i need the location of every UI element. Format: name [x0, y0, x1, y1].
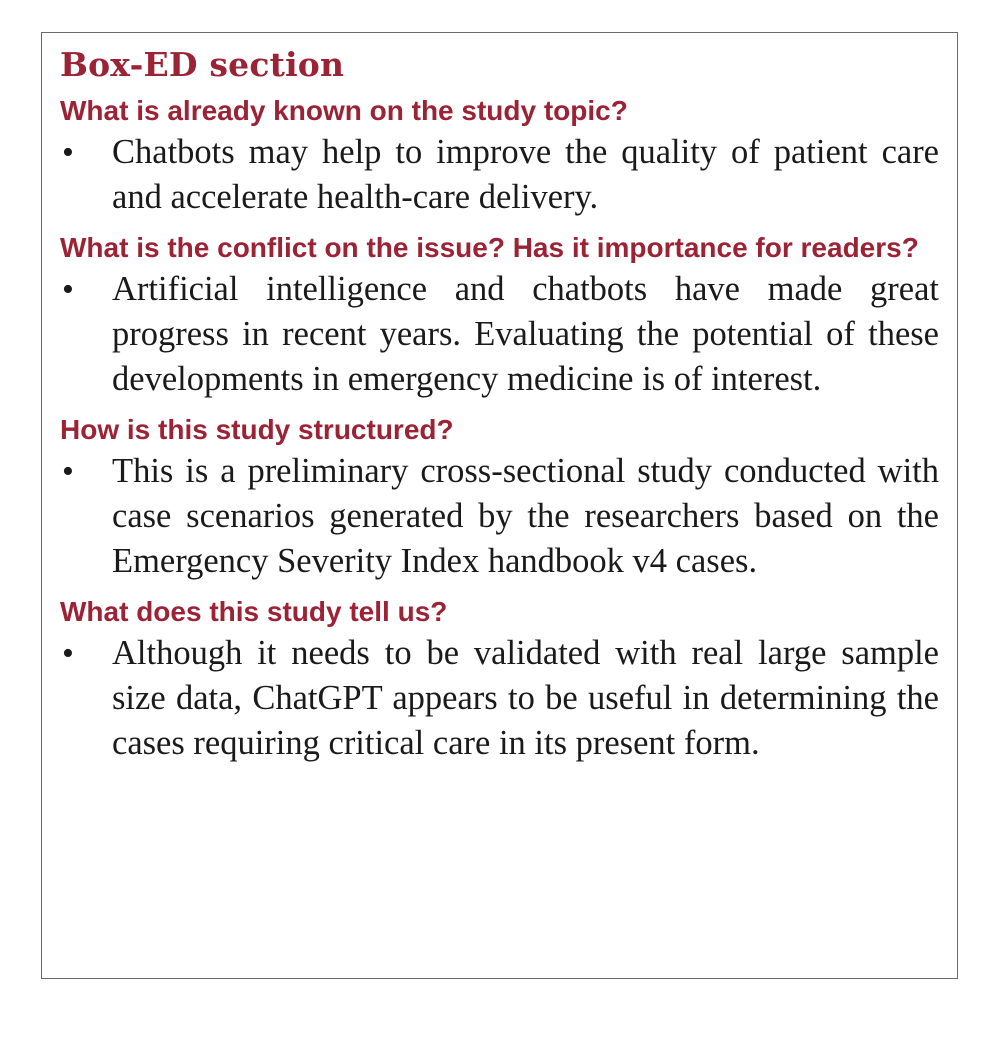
bullet-text: This is a preliminary cross-sectional study conducted with case scenarios generated by the researchers based on the Emergency Severity Index handbook v4 cases. — [112, 451, 939, 580]
bullet-dot-icon: • — [62, 133, 74, 171]
bullet-item — [60, 449, 939, 584]
section-structure — [60, 410, 939, 584]
section-heading: How is this study structured? — [60, 413, 454, 445]
section-heading: What does this study tell us? — [60, 595, 448, 627]
box-ed-panel — [41, 32, 958, 979]
bullet-item — [60, 631, 939, 766]
section-heading: What is the conflict on the issue? Has it importance for readers? — [60, 231, 919, 263]
bullet-dot-icon: • — [62, 634, 74, 672]
section-findings — [60, 592, 939, 766]
bullet-dot-icon: • — [62, 270, 74, 308]
section-conflict — [60, 228, 939, 402]
section-known — [60, 91, 939, 220]
bullet-item — [60, 130, 939, 220]
bullet-text: Although it needs to be validated with real large sample size data, ChatGPT appears to be useful in determining the cases requiring critical care in its present form. — [112, 633, 939, 762]
bullet-text: Artificial intelligence and chatbots have made great progress in recent years. Evaluating the potential of these developments in emergency medicine is of interest. — [112, 269, 939, 398]
bullet-item — [60, 267, 939, 402]
section-heading: What is already known on the study topic? — [60, 94, 628, 126]
bullet-text: Chatbots may help to improve the quality of patient care and accelerate health-care delivery. — [112, 132, 939, 216]
bullet-dot-icon: • — [62, 452, 74, 490]
box-title: Box-ED section — [60, 45, 345, 84]
